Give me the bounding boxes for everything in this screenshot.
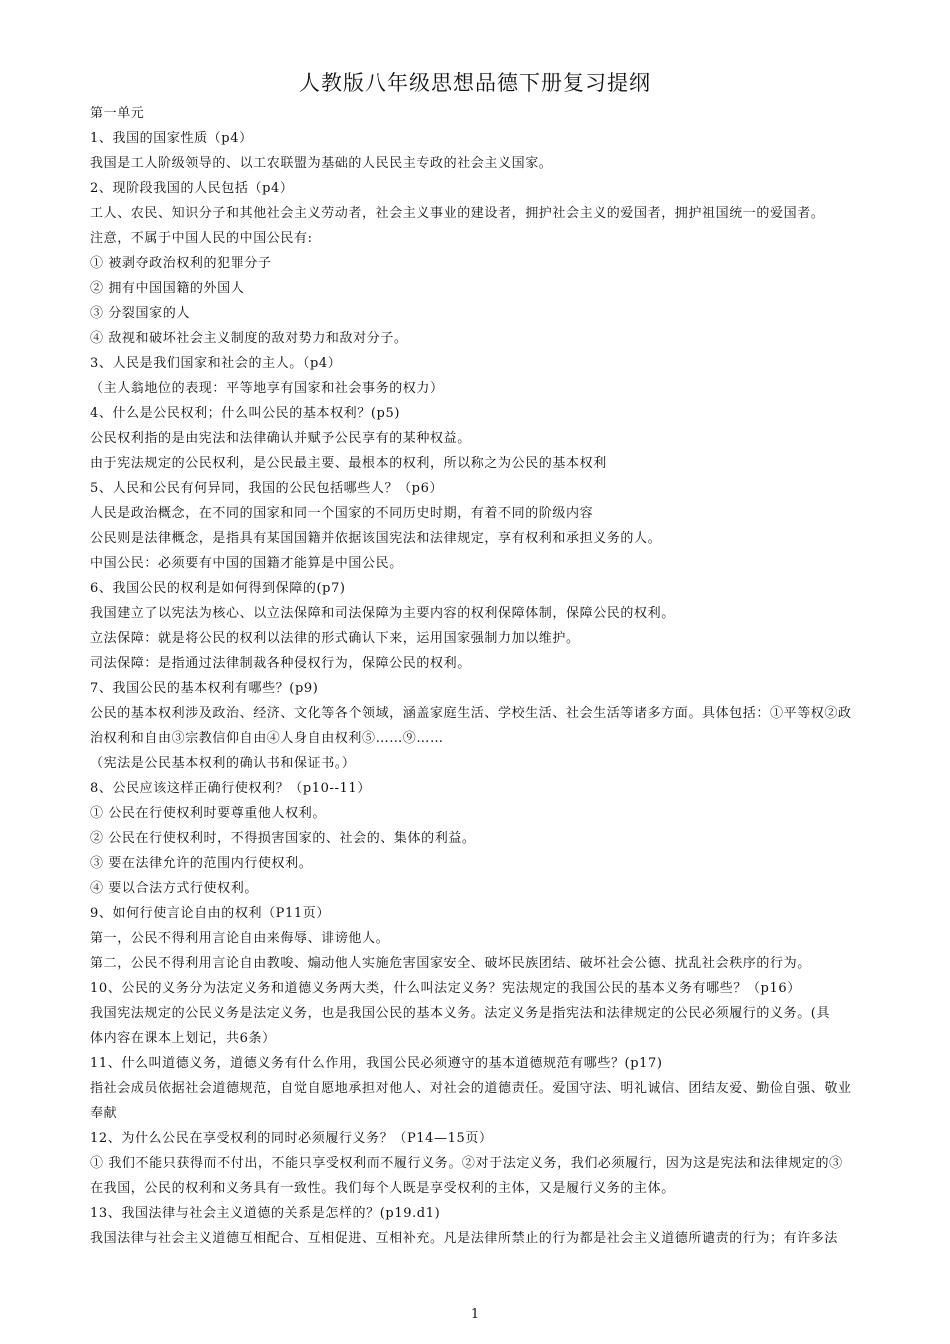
text-line: 立法保障：就是将公民的权利以法律的形式确认下来，运用国家强制力加以维护。 xyxy=(90,631,580,646)
text-line: 13、我国法律与社会主义道德的关系是怎样的？(p19.d1) xyxy=(90,1206,441,1221)
text-line: ① 我们不能只获得而不付出，不能只享受权利而不履行义务。②对于法定义务，我们必须履行，因为这是宪法和法律规定的③ xyxy=(90,1156,843,1171)
text-line: 我国建立了以宪法为核心、以立法保障和司法保障为主要内容的权利保障体制，保障公民的权利。 xyxy=(90,606,675,621)
text-line: 我国法律与社会主义道德互相配合、互相促进、互相补充。凡是法律所禁止的行为都是社会主义道德所谴责的行为；有许多法 xyxy=(90,1231,839,1246)
text-line: 我国宪法规定的公民义务是法定义务，也是我国公民的基本义务。法定义务是指宪法和法律规定的公民必须履行的义务。(具 xyxy=(90,1006,831,1021)
text-line: ③ 分裂国家的人 xyxy=(90,306,190,321)
text-line: 司法保障：是指通过法律制裁各种侵权行为，保障公民的权利。 xyxy=(90,656,471,671)
text-line: （主人翁地位的表现：平等地享有国家和社会事务的权力） xyxy=(90,381,444,396)
text-line: 由于宪法规定的公民权利，是公民最主要、最根本的权利，所以称之为公民的基本权利 xyxy=(90,456,607,471)
page-number: 1 xyxy=(470,1307,480,1322)
text-line: 人民是政治概念，在不同的国家和同一个国家的不同历史时期，有着不同的阶级内容 xyxy=(90,506,594,521)
text-line: ④ 敌视和破坏社会主义制度的敌对势力和敌对分子。 xyxy=(90,331,408,346)
text-line: 2、现阶段我国的人民包括（p4） xyxy=(90,181,294,196)
text-line: ④ 要以合法方式行使权利。 xyxy=(90,881,258,896)
text-line: 第二，公民不得利用言论自由教唆、煽动他人实施危害国家安全、破坏民族团结、破坏社会公德、扰乱社会秩序的行为。 xyxy=(90,956,811,971)
text-line: ① 被剥夺政治权利的犯罪分子 xyxy=(90,256,272,271)
text-line: 5、人民和公民有何异同，我国的公民包括哪些人？（p6） xyxy=(90,481,444,496)
text-line: （宪法是公民基本权利的确认书和保证书。） xyxy=(90,756,356,771)
text-line: 第一，公民不得利用言论自由来侮辱、诽谤他人。 xyxy=(90,931,390,946)
text-line: 12、为什么公民在享受权利的同时必须履行义务？（P14—15页） xyxy=(90,1131,493,1146)
text-line: 1、我国的国家性质（p4） xyxy=(90,131,253,146)
text-line: 4、什么是公民权利；什么叫公民的基本权利？(p5) xyxy=(90,406,401,421)
text-line: 7、我国公民的基本权利有哪些？(p9) xyxy=(90,681,319,696)
text-line: 公民则是法律概念，是指具有某国国籍并依据该国宪法和法律规定，享有权利和承担义务的人。 xyxy=(90,531,662,546)
text-line: 指社会成员依据社会道德规范，自觉自愿地承担对他人、对社会的道德责任。爱国守法、明礼诚信、团结友爱、勤俭自强、敬业 xyxy=(90,1081,852,1096)
text-line: 治权利和自由③宗教信仰自由④人身自由权利⑤……⑨…… xyxy=(90,731,444,746)
text-line: ③ 要在法律允许的范围内行使权利。 xyxy=(90,856,313,871)
text-line: ② 拥有中国国籍的外国人 xyxy=(90,281,245,296)
text-line: 10、公民的义务分为法定义务和道德义务两大类，什么叫法定义务？宪法规定的我国公民的基本义务有哪些？（p16） xyxy=(90,981,801,996)
text-line: 9、如何行使言论自由的权利（P11页） xyxy=(90,906,330,921)
text-line: 体内容在课本上划记，共6条） xyxy=(90,1031,276,1046)
text-line: 在我国，公民的权利和义务具有一致性。我们每个人既是享受权利的主体，又是履行义务的主体。 xyxy=(90,1181,675,1196)
text-line: ① 公民在行使权利时要尊重他人权利。 xyxy=(90,806,326,821)
text-line: 工人、农民、知识分子和其他社会主义劳动者，社会主义事业的建设者，拥护社会主义的爱国者，拥护祖国统一的爱国者。 xyxy=(90,206,825,221)
text-line: 中国公民：必须要有中国的国籍才能算是中国公民。 xyxy=(90,556,403,571)
document-title: 人教版八年级思想品德下册复习提纲 xyxy=(299,71,651,95)
text-line: 3、人民是我们国家和社会的主人。（p4） xyxy=(90,356,342,371)
text-line: 公民权利指的是由宪法和法律确认并赋予公民享有的某种权益。 xyxy=(90,431,471,446)
text-line: 8、公民应该这样正确行使权利？（p10--11） xyxy=(90,781,371,796)
document-body xyxy=(90,101,865,1251)
text-line: 公民的基本权利涉及政治、经济、文化等各个领域，涵盖家庭生活、学校生活、社会生活等诸多方面。具体包括：①平等权②政 xyxy=(90,706,852,721)
text-line: 奉献 xyxy=(90,1106,118,1121)
text-line: 注意，不属于中国人民的中国公民有: xyxy=(90,231,313,246)
text-line: 11、什么叫道德义务，道德义务有什么作用，我国公民必须遵守的基本道德规范有哪些？(p17) xyxy=(90,1056,663,1071)
text-line: 我国是工人阶级领导的、以工农联盟为基础的人民民主专政的社会主义国家。 xyxy=(90,156,553,171)
text-line: ② 公民在行使权利时，不得损害国家的、社会的、集体的利益。 xyxy=(90,831,476,846)
text-line: 第一单元 xyxy=(90,106,145,121)
text-line: 6、我国公民的权利是如何得到保障的(p7) xyxy=(90,581,346,596)
